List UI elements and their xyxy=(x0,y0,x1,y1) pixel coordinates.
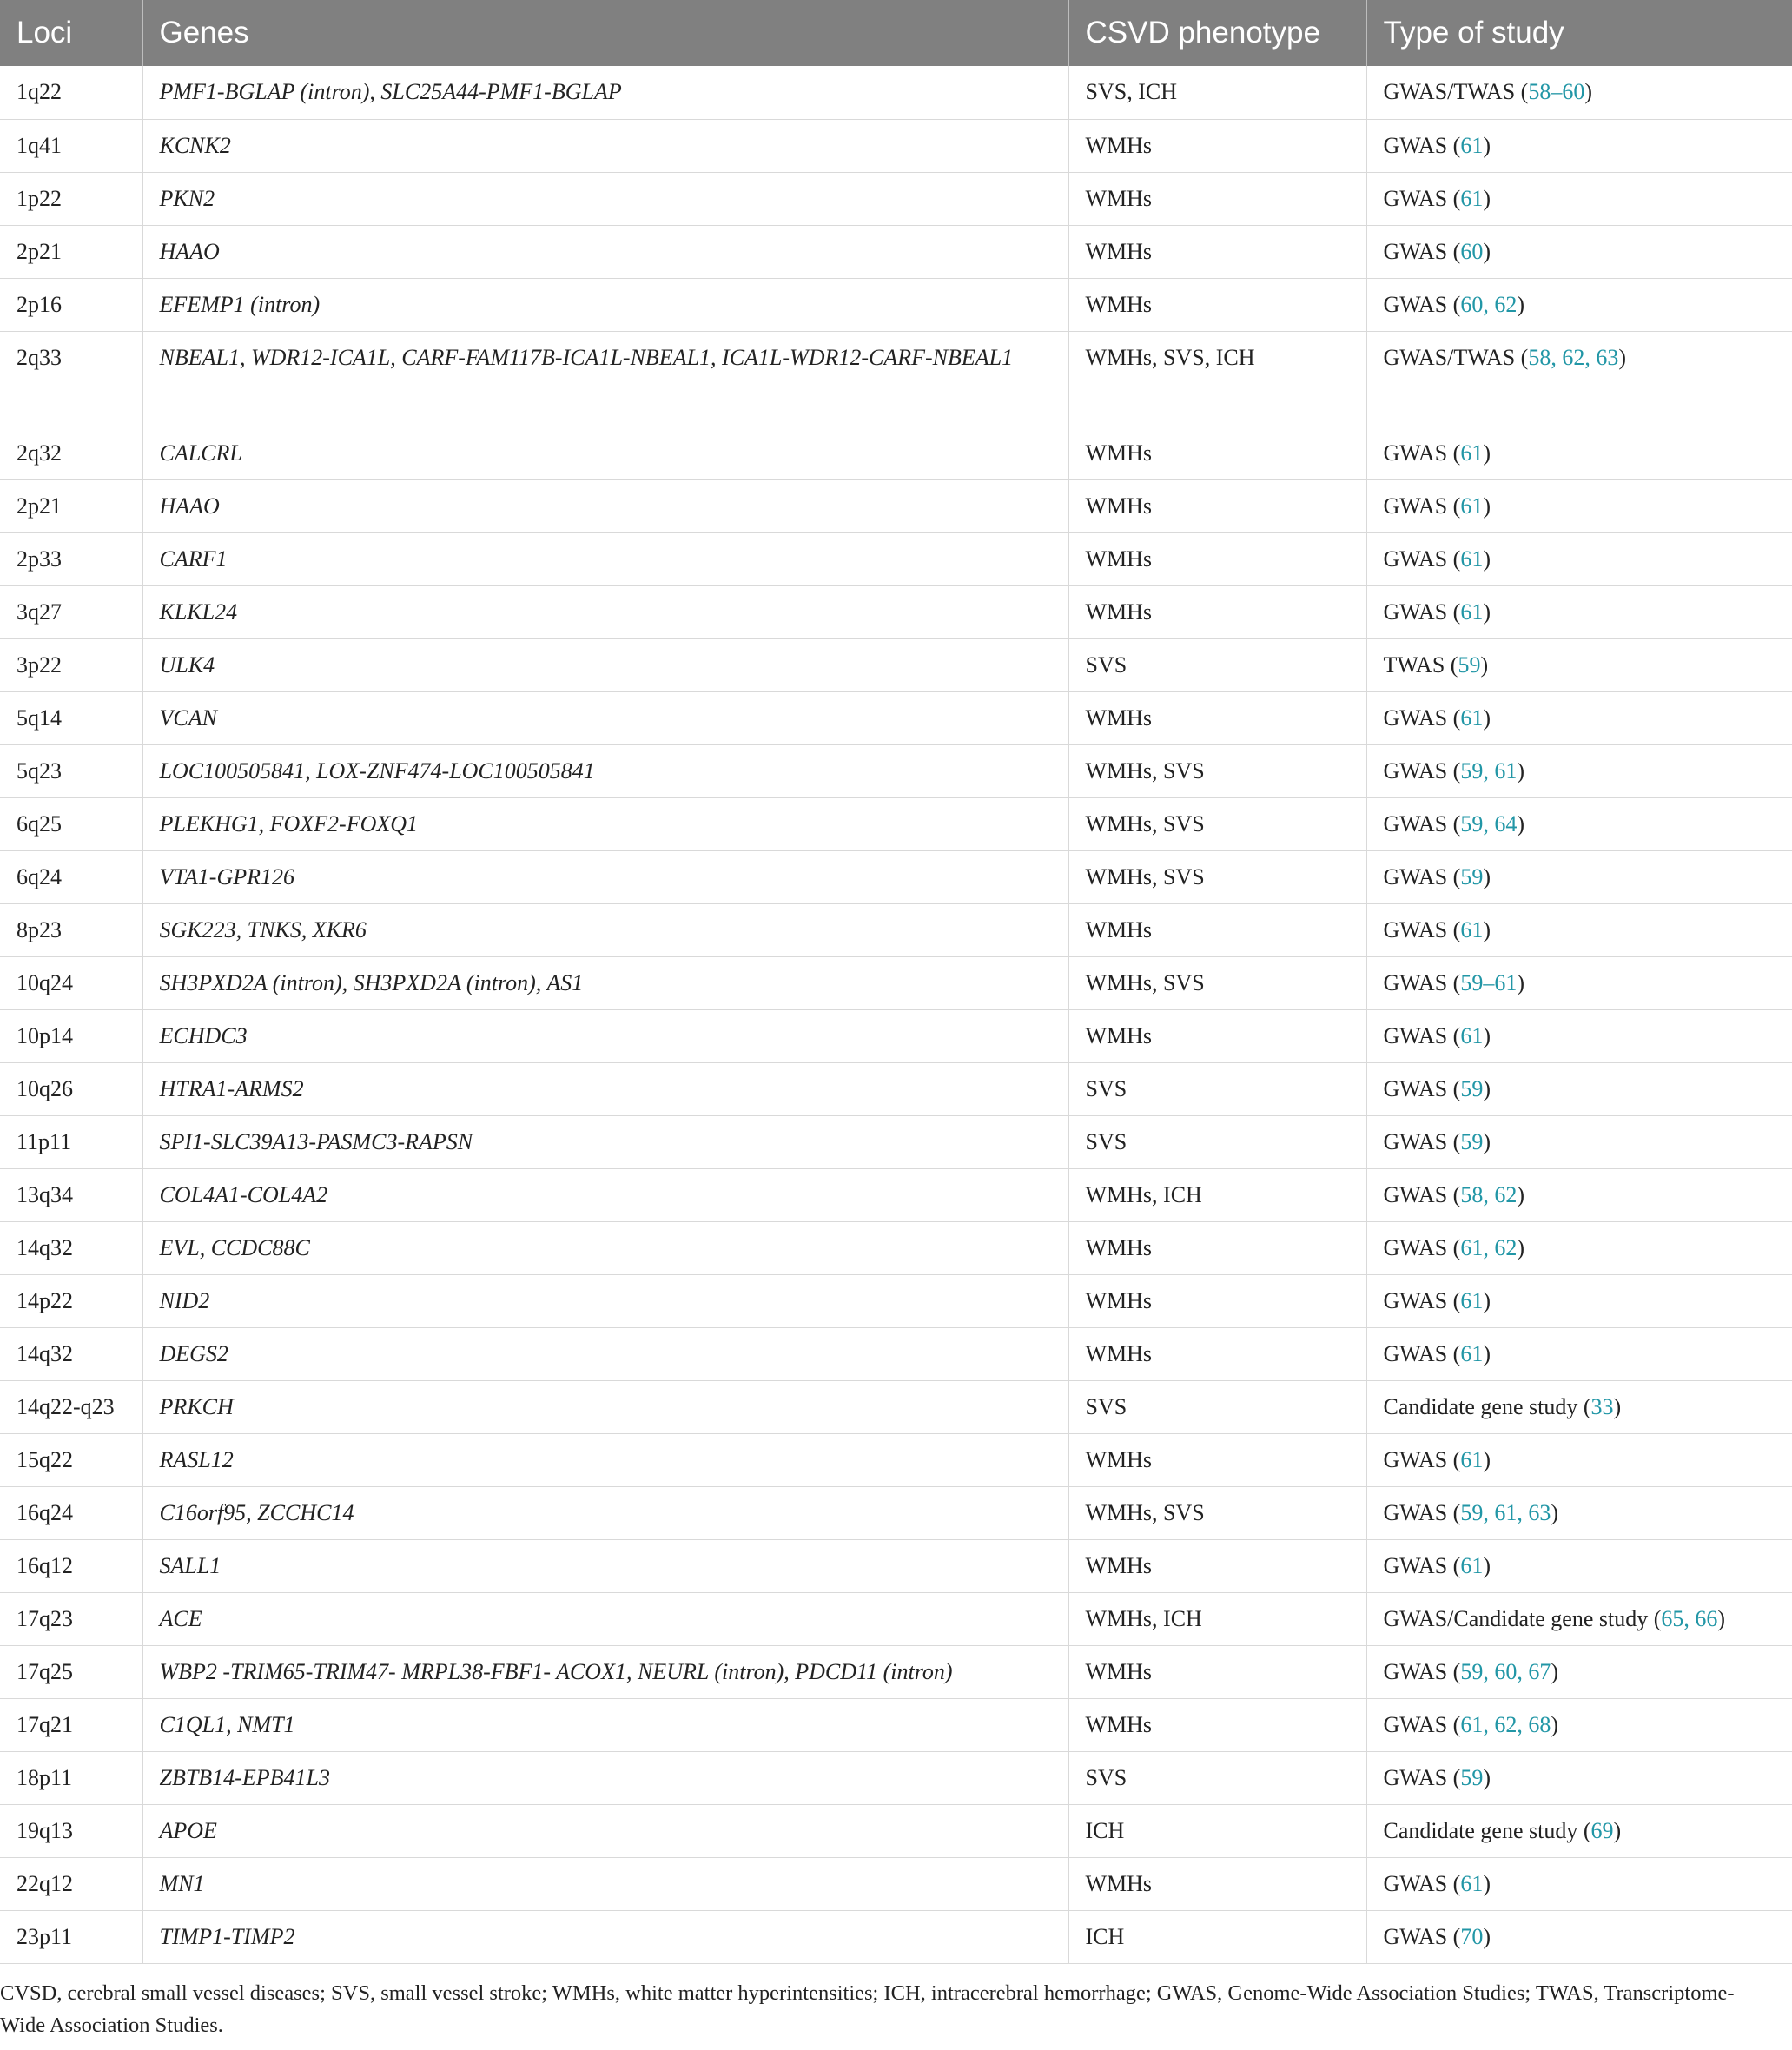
study-type: GWAS xyxy=(1383,1234,1448,1260)
reference-link[interactable]: 61 xyxy=(1460,185,1484,211)
loci-cell: 16q24 xyxy=(0,1486,142,1539)
loci-cell: 23p11 xyxy=(0,1910,142,1963)
table-row xyxy=(0,331,1792,427)
table-row xyxy=(0,172,1792,225)
table-row xyxy=(0,638,1792,691)
phenotype-cell: SVS xyxy=(1068,638,1366,691)
study-cell: GWAS (61) xyxy=(1366,585,1792,638)
genes-cell: HAAO xyxy=(142,479,1068,532)
study-cell: GWAS (60) xyxy=(1366,225,1792,278)
study-type: GWAS xyxy=(1383,1340,1448,1366)
study-type: GWAS xyxy=(1383,1128,1448,1154)
genes-cell: KLKL24 xyxy=(142,585,1068,638)
genes-cell: CARF1 xyxy=(142,532,1068,585)
reference-link[interactable]: 61, 62 xyxy=(1460,1234,1518,1260)
study-type: GWAS xyxy=(1383,1499,1448,1525)
phenotype-cell: WMHs xyxy=(1068,1645,1366,1698)
study-cell: GWAS (61) xyxy=(1366,1327,1792,1380)
study-cell: GWAS (61) xyxy=(1366,1009,1792,1062)
phenotype-cell: SVS xyxy=(1068,1380,1366,1433)
table-row xyxy=(0,278,1792,331)
reference-link[interactable]: 59, 61, 63 xyxy=(1460,1499,1551,1525)
phenotype-cell: WMHs, SVS, ICH xyxy=(1068,331,1366,427)
table-header xyxy=(0,0,1792,66)
phenotype-cell: WMHs xyxy=(1068,1221,1366,1274)
reference-link[interactable]: 59, 61 xyxy=(1460,757,1518,784)
table-row xyxy=(0,956,1792,1009)
genes-cell: WBP2 -TRIM65-TRIM47- MRPL38-FBF1- ACOX1, NEURL (intron), PDCD11 (intron) xyxy=(142,1645,1068,1698)
reference-link[interactable]: 59 xyxy=(1458,651,1481,678)
table-row xyxy=(0,1645,1792,1698)
table-row xyxy=(0,119,1792,172)
header-loci: Loci xyxy=(0,0,142,66)
loci-cell: 13q34 xyxy=(0,1168,142,1221)
loci-cell: 17q25 xyxy=(0,1645,142,1698)
genes-cell: KCNK2 xyxy=(142,119,1068,172)
reference-link[interactable]: 69 xyxy=(1590,1817,1614,1843)
table-row xyxy=(0,532,1792,585)
study-cell: GWAS/TWAS (58, 62, 63) xyxy=(1366,331,1792,427)
table-footnote: CVSD, cerebral small vessel diseases; SVS, small vessel stroke; WMHs, white matter hyperintensities; ICH, intracerebral hemorrhage; GWAS, Genome-Wide Association Studies; TWAS, Transcriptome-Wide Association Studies. xyxy=(0,1981,1735,2038)
genes-cell: PLEKHG1, FOXF2-FOXQ1 xyxy=(142,797,1068,850)
genes-cell: C16orf95, ZCCHC14 xyxy=(142,1486,1068,1539)
study-type: GWAS xyxy=(1383,1446,1448,1472)
study-cell: GWAS (59) xyxy=(1366,1115,1792,1168)
study-type: GWAS xyxy=(1383,185,1448,211)
study-cell: GWAS (70) xyxy=(1366,1910,1792,1963)
phenotype-cell: WMHs, SVS xyxy=(1068,850,1366,903)
table-row xyxy=(0,1433,1792,1486)
study-cell: GWAS (61) xyxy=(1366,1539,1792,1592)
study-type: GWAS xyxy=(1383,1287,1448,1313)
phenotype-cell: WMHs xyxy=(1068,1539,1366,1592)
reference-link[interactable]: 61 xyxy=(1460,598,1484,625)
loci-cell: 2p21 xyxy=(0,225,142,278)
genes-cell: TIMP1-TIMP2 xyxy=(142,1910,1068,1963)
reference-link[interactable]: 65, 66 xyxy=(1661,1605,1718,1631)
phenotype-cell: WMHs, ICH xyxy=(1068,1592,1366,1645)
reference-link[interactable]: 59–61 xyxy=(1460,969,1518,995)
study-type: GWAS xyxy=(1383,863,1448,889)
study-type: GWAS/Candidate gene study xyxy=(1383,1605,1649,1631)
study-type: GWAS xyxy=(1383,1552,1448,1578)
phenotype-cell: WMHs, SVS xyxy=(1068,956,1366,1009)
table-row xyxy=(0,1486,1792,1539)
table-row xyxy=(0,1857,1792,1910)
loci-cell: 3p22 xyxy=(0,638,142,691)
loci-cell: 6q25 xyxy=(0,797,142,850)
study-cell: GWAS (59) xyxy=(1366,1062,1792,1115)
phenotype-cell: WMHs xyxy=(1068,691,1366,744)
study-type: GWAS xyxy=(1383,1711,1448,1737)
study-cell: GWAS (59–61) xyxy=(1366,956,1792,1009)
genes-cell: PMF1-BGLAP (intron), SLC25A44-PMF1-BGLAP xyxy=(142,66,1068,119)
study-type: GWAS xyxy=(1383,440,1448,466)
study-type: GWAS xyxy=(1383,969,1448,995)
study-cell: GWAS (58, 62) xyxy=(1366,1168,1792,1221)
study-cell: GWAS (59, 61) xyxy=(1366,744,1792,797)
study-cell: GWAS (61) xyxy=(1366,427,1792,479)
phenotype-cell: ICH xyxy=(1068,1804,1366,1857)
table-row xyxy=(0,1539,1792,1592)
study-cell: TWAS (59) xyxy=(1366,638,1792,691)
phenotype-cell: WMHs xyxy=(1068,1698,1366,1751)
table-row xyxy=(0,66,1792,119)
table-row xyxy=(0,744,1792,797)
study-type: GWAS xyxy=(1383,291,1448,317)
table-row xyxy=(0,1751,1792,1804)
table-row xyxy=(0,1910,1792,1963)
genes-cell: HAAO xyxy=(142,225,1068,278)
phenotype-cell: WMHs xyxy=(1068,225,1366,278)
study-type: GWAS xyxy=(1383,810,1448,837)
table-row xyxy=(0,1804,1792,1857)
loci-cell: 2p33 xyxy=(0,532,142,585)
genes-cell: PRKCH xyxy=(142,1380,1068,1433)
phenotype-cell: WMHs, SVS xyxy=(1068,744,1366,797)
genes-cell: ECHDC3 xyxy=(142,1009,1068,1062)
loci-cell: 2q32 xyxy=(0,427,142,479)
genes-cell: C1QL1, NMT1 xyxy=(142,1698,1068,1751)
loci-cell: 14p22 xyxy=(0,1274,142,1327)
study-cell: GWAS (61) xyxy=(1366,479,1792,532)
genes-cell: MN1 xyxy=(142,1857,1068,1910)
genes-cell: DEGS2 xyxy=(142,1327,1068,1380)
study-type: GWAS xyxy=(1383,1764,1448,1790)
loci-cell: 1p22 xyxy=(0,172,142,225)
study-cell: GWAS (59, 64) xyxy=(1366,797,1792,850)
phenotype-cell: SVS xyxy=(1068,1115,1366,1168)
study-type: GWAS xyxy=(1383,757,1448,784)
genes-cell: SALL1 xyxy=(142,1539,1068,1592)
reference-link[interactable]: 59 xyxy=(1460,1764,1484,1790)
genes-cell: NID2 xyxy=(142,1274,1068,1327)
study-type: GWAS xyxy=(1383,1181,1448,1207)
reference-link[interactable]: 61, 62, 68 xyxy=(1460,1711,1551,1737)
phenotype-cell: SVS xyxy=(1068,1751,1366,1804)
study-cell: GWAS (61, 62) xyxy=(1366,1221,1792,1274)
table-row xyxy=(0,1009,1792,1062)
study-cell: GWAS (59, 61, 63) xyxy=(1366,1486,1792,1539)
loci-cell: 11p11 xyxy=(0,1115,142,1168)
genes-cell: EFEMP1 (intron) xyxy=(142,278,1068,331)
phenotype-cell: WMHs xyxy=(1068,479,1366,532)
study-cell: GWAS (59) xyxy=(1366,850,1792,903)
genes-cell: APOE xyxy=(142,1804,1068,1857)
study-type: GWAS xyxy=(1383,1022,1448,1048)
phenotype-cell: WMHs xyxy=(1068,1857,1366,1910)
study-cell: GWAS (59, 60, 67) xyxy=(1366,1645,1792,1698)
reference-link[interactable]: 61 xyxy=(1460,1287,1484,1313)
header-study: Type of study xyxy=(1366,0,1792,66)
study-type: GWAS xyxy=(1383,546,1448,572)
table-row xyxy=(0,1327,1792,1380)
study-type: Candidate gene study xyxy=(1383,1817,1578,1843)
table-row xyxy=(0,225,1792,278)
table-row xyxy=(0,1380,1792,1433)
genes-cell: SH3PXD2A (intron), SH3PXD2A (intron), AS1 xyxy=(142,956,1068,1009)
table-body xyxy=(0,66,1792,1963)
study-type: GWAS xyxy=(1383,598,1448,625)
table-row xyxy=(0,1221,1792,1274)
loci-cell: 1q22 xyxy=(0,66,142,119)
reference-link[interactable]: 61 xyxy=(1460,1870,1484,1896)
genes-cell: NBEAL1, WDR12-ICA1L, CARF-FAM117B-ICA1L-NBEAL1, ICA1L-WDR12-CARF-NBEAL1 xyxy=(142,331,1068,427)
reference-link[interactable]: 33 xyxy=(1590,1393,1614,1419)
phenotype-cell: WMHs xyxy=(1068,1009,1366,1062)
reference-link[interactable]: 61 xyxy=(1460,440,1484,466)
table-row xyxy=(0,850,1792,903)
study-type: GWAS xyxy=(1383,1923,1448,1949)
table-row xyxy=(0,1168,1792,1221)
phenotype-cell: WMHs xyxy=(1068,532,1366,585)
phenotype-cell: WMHs xyxy=(1068,585,1366,638)
reference-link[interactable]: 61 xyxy=(1460,1446,1484,1472)
loci-cell: 1q41 xyxy=(0,119,142,172)
reference-link[interactable]: 61 xyxy=(1460,704,1484,731)
loci-cell: 14q32 xyxy=(0,1327,142,1380)
phenotype-cell: WMHs xyxy=(1068,1274,1366,1327)
loci-cell: 6q24 xyxy=(0,850,142,903)
study-cell: GWAS (61) xyxy=(1366,1274,1792,1327)
study-cell: GWAS (61) xyxy=(1366,119,1792,172)
table-row xyxy=(0,585,1792,638)
reference-link[interactable]: 59 xyxy=(1460,863,1484,889)
study-type: GWAS xyxy=(1383,493,1448,519)
genes-cell: SPI1-SLC39A13-PASMC3-RAPSN xyxy=(142,1115,1068,1168)
phenotype-cell: ICH xyxy=(1068,1910,1366,1963)
table-row xyxy=(0,1115,1792,1168)
loci-cell: 2p21 xyxy=(0,479,142,532)
loci-cell: 2q33 xyxy=(0,331,142,427)
loci-cell: 19q13 xyxy=(0,1804,142,1857)
genes-cell: VCAN xyxy=(142,691,1068,744)
loci-cell: 10q24 xyxy=(0,956,142,1009)
genes-cell: HTRA1-ARMS2 xyxy=(142,1062,1068,1115)
table-row xyxy=(0,1698,1792,1751)
reference-link[interactable]: 59, 64 xyxy=(1460,810,1518,837)
loci-cell: 8p23 xyxy=(0,903,142,956)
loci-cell: 14q22-q23 xyxy=(0,1380,142,1433)
study-type: GWAS xyxy=(1383,238,1448,264)
genes-cell: VTA1-GPR126 xyxy=(142,850,1068,903)
study-cell: GWAS (61) xyxy=(1366,1433,1792,1486)
genes-cell: PKN2 xyxy=(142,172,1068,225)
study-type: GWAS/TWAS xyxy=(1383,344,1516,370)
reference-link[interactable]: 61 xyxy=(1460,916,1484,942)
loci-cell: 22q12 xyxy=(0,1857,142,1910)
phenotype-cell: WMHs, SVS xyxy=(1068,797,1366,850)
study-cell: GWAS (59) xyxy=(1366,1751,1792,1804)
study-cell: GWAS (61, 62, 68) xyxy=(1366,1698,1792,1751)
study-cell: GWAS (61) xyxy=(1366,691,1792,744)
study-cell: GWAS (61) xyxy=(1366,172,1792,225)
study-type: GWAS xyxy=(1383,1075,1448,1101)
study-type: GWAS xyxy=(1383,132,1448,158)
table-row xyxy=(0,479,1792,532)
phenotype-cell: WMHs xyxy=(1068,1433,1366,1486)
table-row xyxy=(0,691,1792,744)
reference-link[interactable]: 70 xyxy=(1460,1923,1484,1949)
loci-cell: 10p14 xyxy=(0,1009,142,1062)
phenotype-cell: WMHs xyxy=(1068,427,1366,479)
table-row xyxy=(0,903,1792,956)
loci-cell: 5q14 xyxy=(0,691,142,744)
table-row xyxy=(0,1062,1792,1115)
reference-link[interactable]: 59 xyxy=(1460,1128,1484,1154)
study-cell: GWAS (61) xyxy=(1366,532,1792,585)
genes-cell: ACE xyxy=(142,1592,1068,1645)
study-cell: GWAS/TWAS (58–60) xyxy=(1366,66,1792,119)
loci-cell: 14q32 xyxy=(0,1221,142,1274)
study-cell: Candidate gene study (69) xyxy=(1366,1804,1792,1857)
study-type: Candidate gene study xyxy=(1383,1393,1578,1419)
reference-link[interactable]: 61 xyxy=(1460,1022,1484,1048)
study-type: GWAS xyxy=(1383,1870,1448,1896)
phenotype-cell: SVS xyxy=(1068,1062,1366,1115)
study-cell: Candidate gene study (33) xyxy=(1366,1380,1792,1433)
reference-link[interactable]: 61 xyxy=(1460,546,1484,572)
reference-link[interactable]: 58, 62, 63 xyxy=(1528,344,1619,370)
loci-cell: 10q26 xyxy=(0,1062,142,1115)
genes-cell: ULK4 xyxy=(142,638,1068,691)
loci-cell: 17q23 xyxy=(0,1592,142,1645)
table-row xyxy=(0,1274,1792,1327)
reference-link[interactable]: 58–60 xyxy=(1528,79,1585,104)
study-type: GWAS xyxy=(1383,916,1448,942)
genes-cell: EVL, CCDC88C xyxy=(142,1221,1068,1274)
loci-cell: 2p16 xyxy=(0,278,142,331)
table-row xyxy=(0,1592,1792,1645)
genes-cell: RASL12 xyxy=(142,1433,1068,1486)
study-cell: GWAS (61) xyxy=(1366,903,1792,956)
phenotype-cell: WMHs, ICH xyxy=(1068,1168,1366,1221)
reference-link[interactable]: 58, 62 xyxy=(1460,1181,1518,1207)
loci-cell: 17q21 xyxy=(0,1698,142,1751)
loci-cell: 16q12 xyxy=(0,1539,142,1592)
loci-cell: 5q23 xyxy=(0,744,142,797)
phenotype-cell: WMHs xyxy=(1068,172,1366,225)
reference-link[interactable]: 59, 60, 67 xyxy=(1460,1658,1551,1684)
phenotype-cell: WMHs xyxy=(1068,903,1366,956)
reference-link[interactable]: 61 xyxy=(1460,132,1484,158)
reference-link[interactable]: 60, 62 xyxy=(1460,291,1518,317)
genes-cell: COL4A1-COL4A2 xyxy=(142,1168,1068,1221)
table-row xyxy=(0,797,1792,850)
study-type: TWAS xyxy=(1383,651,1445,678)
loci-cell: 18p11 xyxy=(0,1751,142,1804)
study-type: GWAS/TWAS xyxy=(1383,79,1516,104)
phenotype-cell: WMHs, SVS xyxy=(1068,1486,1366,1539)
header-phenotype: CSVD phenotype xyxy=(1068,0,1366,66)
reference-link[interactable]: 61 xyxy=(1460,493,1484,519)
reference-link[interactable]: 61 xyxy=(1460,1340,1484,1366)
reference-link[interactable]: 59 xyxy=(1460,1075,1484,1101)
genes-cell: SGK223, TNKS, XKR6 xyxy=(142,903,1068,956)
reference-link[interactable]: 60 xyxy=(1460,238,1484,264)
loci-cell: 3q27 xyxy=(0,585,142,638)
loci-cell: 15q22 xyxy=(0,1433,142,1486)
study-cell: GWAS (61) xyxy=(1366,1857,1792,1910)
header-genes: Genes xyxy=(142,0,1068,66)
study-type: GWAS xyxy=(1383,1658,1448,1684)
phenotype-cell: SVS, ICH xyxy=(1068,66,1366,119)
genes-cell: CALCRL xyxy=(142,427,1068,479)
phenotype-cell: WMHs xyxy=(1068,1327,1366,1380)
study-cell: GWAS/Candidate gene study (65, 66) xyxy=(1366,1592,1792,1645)
phenotype-cell: WMHs xyxy=(1068,278,1366,331)
table-row xyxy=(0,427,1792,479)
study-cell: GWAS (60, 62) xyxy=(1366,278,1792,331)
study-type: GWAS xyxy=(1383,704,1448,731)
reference-link[interactable]: 61 xyxy=(1460,1552,1484,1578)
genes-cell: LOC100505841, LOX-ZNF474-LOC100505841 xyxy=(142,744,1068,797)
genes-cell: ZBTB14-EPB41L3 xyxy=(142,1751,1068,1804)
phenotype-cell: WMHs xyxy=(1068,119,1366,172)
